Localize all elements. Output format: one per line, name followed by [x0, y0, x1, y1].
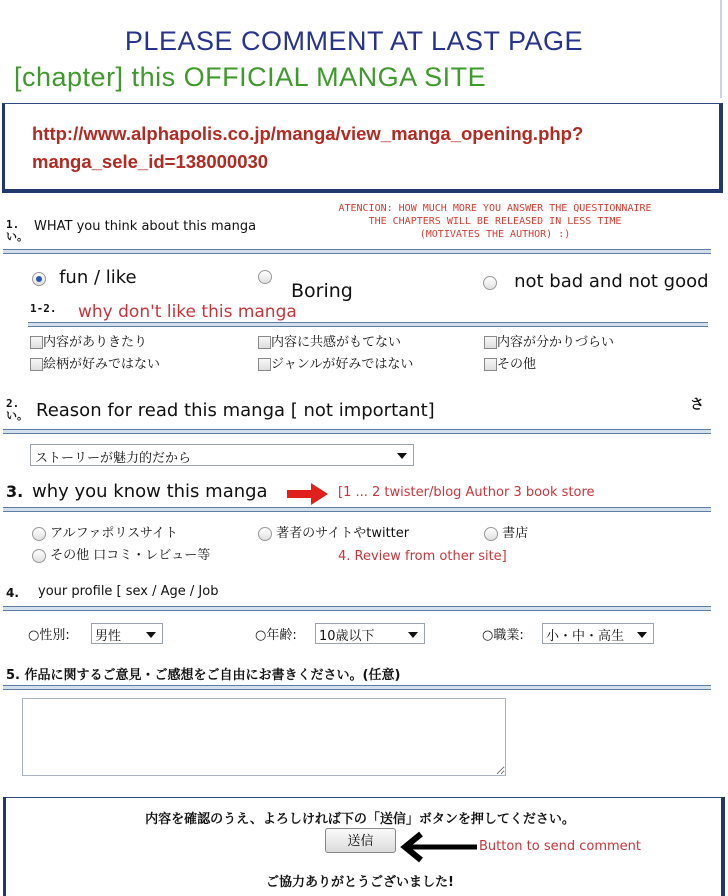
job-label: 職業:: [493, 628, 524, 643]
q1-number: 1. い。: [6, 218, 28, 243]
q5-label: 5. 作品に関するご意見・ご感想をご自由にお書きください。(任意): [6, 668, 401, 683]
checkbox-icon[interactable]: [484, 336, 497, 349]
sex-select[interactable]: 男性: [91, 623, 163, 644]
q3-annotation: [1 ... 2 twister/blog Author 3 book store: [338, 485, 595, 500]
red-arrow-icon: [287, 482, 329, 506]
radio-icon[interactable]: [483, 276, 497, 290]
radio-icon[interactable]: [484, 527, 498, 541]
chevron-down-icon: [397, 453, 407, 459]
q3-label: why you know this manga: [32, 481, 268, 502]
section-divider: [28, 322, 708, 327]
q4-number: 4.: [6, 586, 19, 600]
notice-line-3: (MOTIVATES THE AUTHOR) :): [419, 229, 571, 240]
sex-field: ○性別:: [28, 628, 70, 643]
checkbox-icon[interactable]: [484, 358, 497, 371]
radio-icon[interactable]: [258, 527, 272, 541]
reason-select[interactable]: ストーリーが魅力的だから: [30, 444, 414, 466]
url-line-1[interactable]: http://www.alphapolis.co.jp/manga/view_manga_opening.php?: [32, 123, 584, 144]
radio-icon[interactable]: [32, 549, 46, 563]
radio-selected-icon[interactable]: [32, 272, 46, 286]
manga-url[interactable]: [32, 120, 583, 176]
q3-option-author[interactable]: 著者のサイトやtwitter: [258, 522, 409, 541]
right-divider: [720, 0, 722, 98]
q1-option-neutral[interactable]: not bad and not good: [483, 271, 709, 292]
job-field: ○職業:: [482, 628, 524, 643]
url-line-2[interactable]: manga_sele_id=138000030: [32, 151, 269, 172]
age-select[interactable]: 10歳以下: [315, 623, 425, 644]
checkbox-icon[interactable]: [258, 358, 271, 371]
page-title: PLEASE COMMENT AT LAST PAGE: [124, 26, 584, 56]
q1-2-number: 1-2.: [30, 302, 57, 315]
section-divider: [3, 606, 711, 611]
black-arrow-icon: [399, 831, 479, 863]
q3-option-review[interactable]: その他 口コミ・レビュー等: [32, 544, 210, 563]
q1-option-boring[interactable]: Boring: [258, 266, 272, 285]
q2-label: Reason for read this manga [ not important]: [36, 400, 435, 421]
q1-option-fun[interactable]: fun / like: [32, 267, 137, 288]
section-divider: [3, 685, 711, 690]
age-label: 年齢:: [266, 628, 297, 643]
radio-icon[interactable]: [258, 270, 272, 284]
q2-number: 2. い。: [6, 397, 28, 422]
send-button[interactable]: 送信: [325, 828, 396, 853]
job-select[interactable]: 小・中・高生: [542, 623, 654, 644]
q2-side-char: さ: [690, 397, 704, 413]
q1-label: WHAT you think about this manga: [34, 219, 257, 234]
checkbox-icon[interactable]: [30, 336, 43, 349]
questionnaire-notice: [270, 202, 720, 241]
q3-number: 3.: [6, 482, 24, 501]
chevron-down-icon: [637, 632, 647, 638]
q3-annotation-2: 4. Review from other site]: [338, 549, 507, 564]
check-no-empathy[interactable]: 内容に共感がもてない: [258, 331, 401, 350]
q3-option-site[interactable]: アルファポリスサイト: [32, 522, 178, 541]
chevron-down-icon: [146, 632, 156, 638]
check-genre[interactable]: ジャンルが好みではない: [258, 353, 413, 372]
checkbox-icon[interactable]: [258, 336, 271, 349]
section-divider: [3, 249, 711, 254]
sex-label: 性別:: [39, 628, 70, 643]
section-divider: [3, 507, 711, 512]
radio-icon[interactable]: [32, 527, 46, 541]
thanks-message: ご協力ありがとうございました!: [266, 875, 454, 890]
chevron-down-icon: [408, 632, 418, 638]
submit-instruction: 内容を確認のうえ、よろしければ下の「送信」ボタンを押してください。: [145, 812, 575, 827]
checkbox-icon[interactable]: [30, 358, 43, 371]
check-art-style[interactable]: 絵柄が好みではない: [30, 353, 160, 372]
age-field: ○年齢:: [255, 628, 297, 643]
check-cliche[interactable]: 内容がありきたり: [30, 331, 147, 350]
notice-line-2: THE CHAPTERS WILL BE RELEASED IN LESS TIME: [368, 216, 622, 227]
comment-textarea[interactable]: [22, 698, 506, 776]
q4-label: your profile [ sex / Age / Job: [38, 584, 219, 599]
send-note: Button to send comment: [479, 839, 642, 854]
check-other[interactable]: その他: [484, 353, 536, 372]
q3-option-bookstore[interactable]: 書店: [484, 522, 528, 541]
page-subtitle: [chapter] this OFFICIAL MANGA SITE: [14, 62, 487, 92]
section-divider: [3, 429, 711, 434]
check-hard-to-understand[interactable]: 内容が分かりづらい: [484, 331, 614, 350]
q1-2-label: why don't like this manga: [78, 302, 297, 322]
notice-line-1: ATENCION: HOW MUCH MORE YOU ANSWER THE QUESTIONNAIRE: [338, 203, 652, 214]
